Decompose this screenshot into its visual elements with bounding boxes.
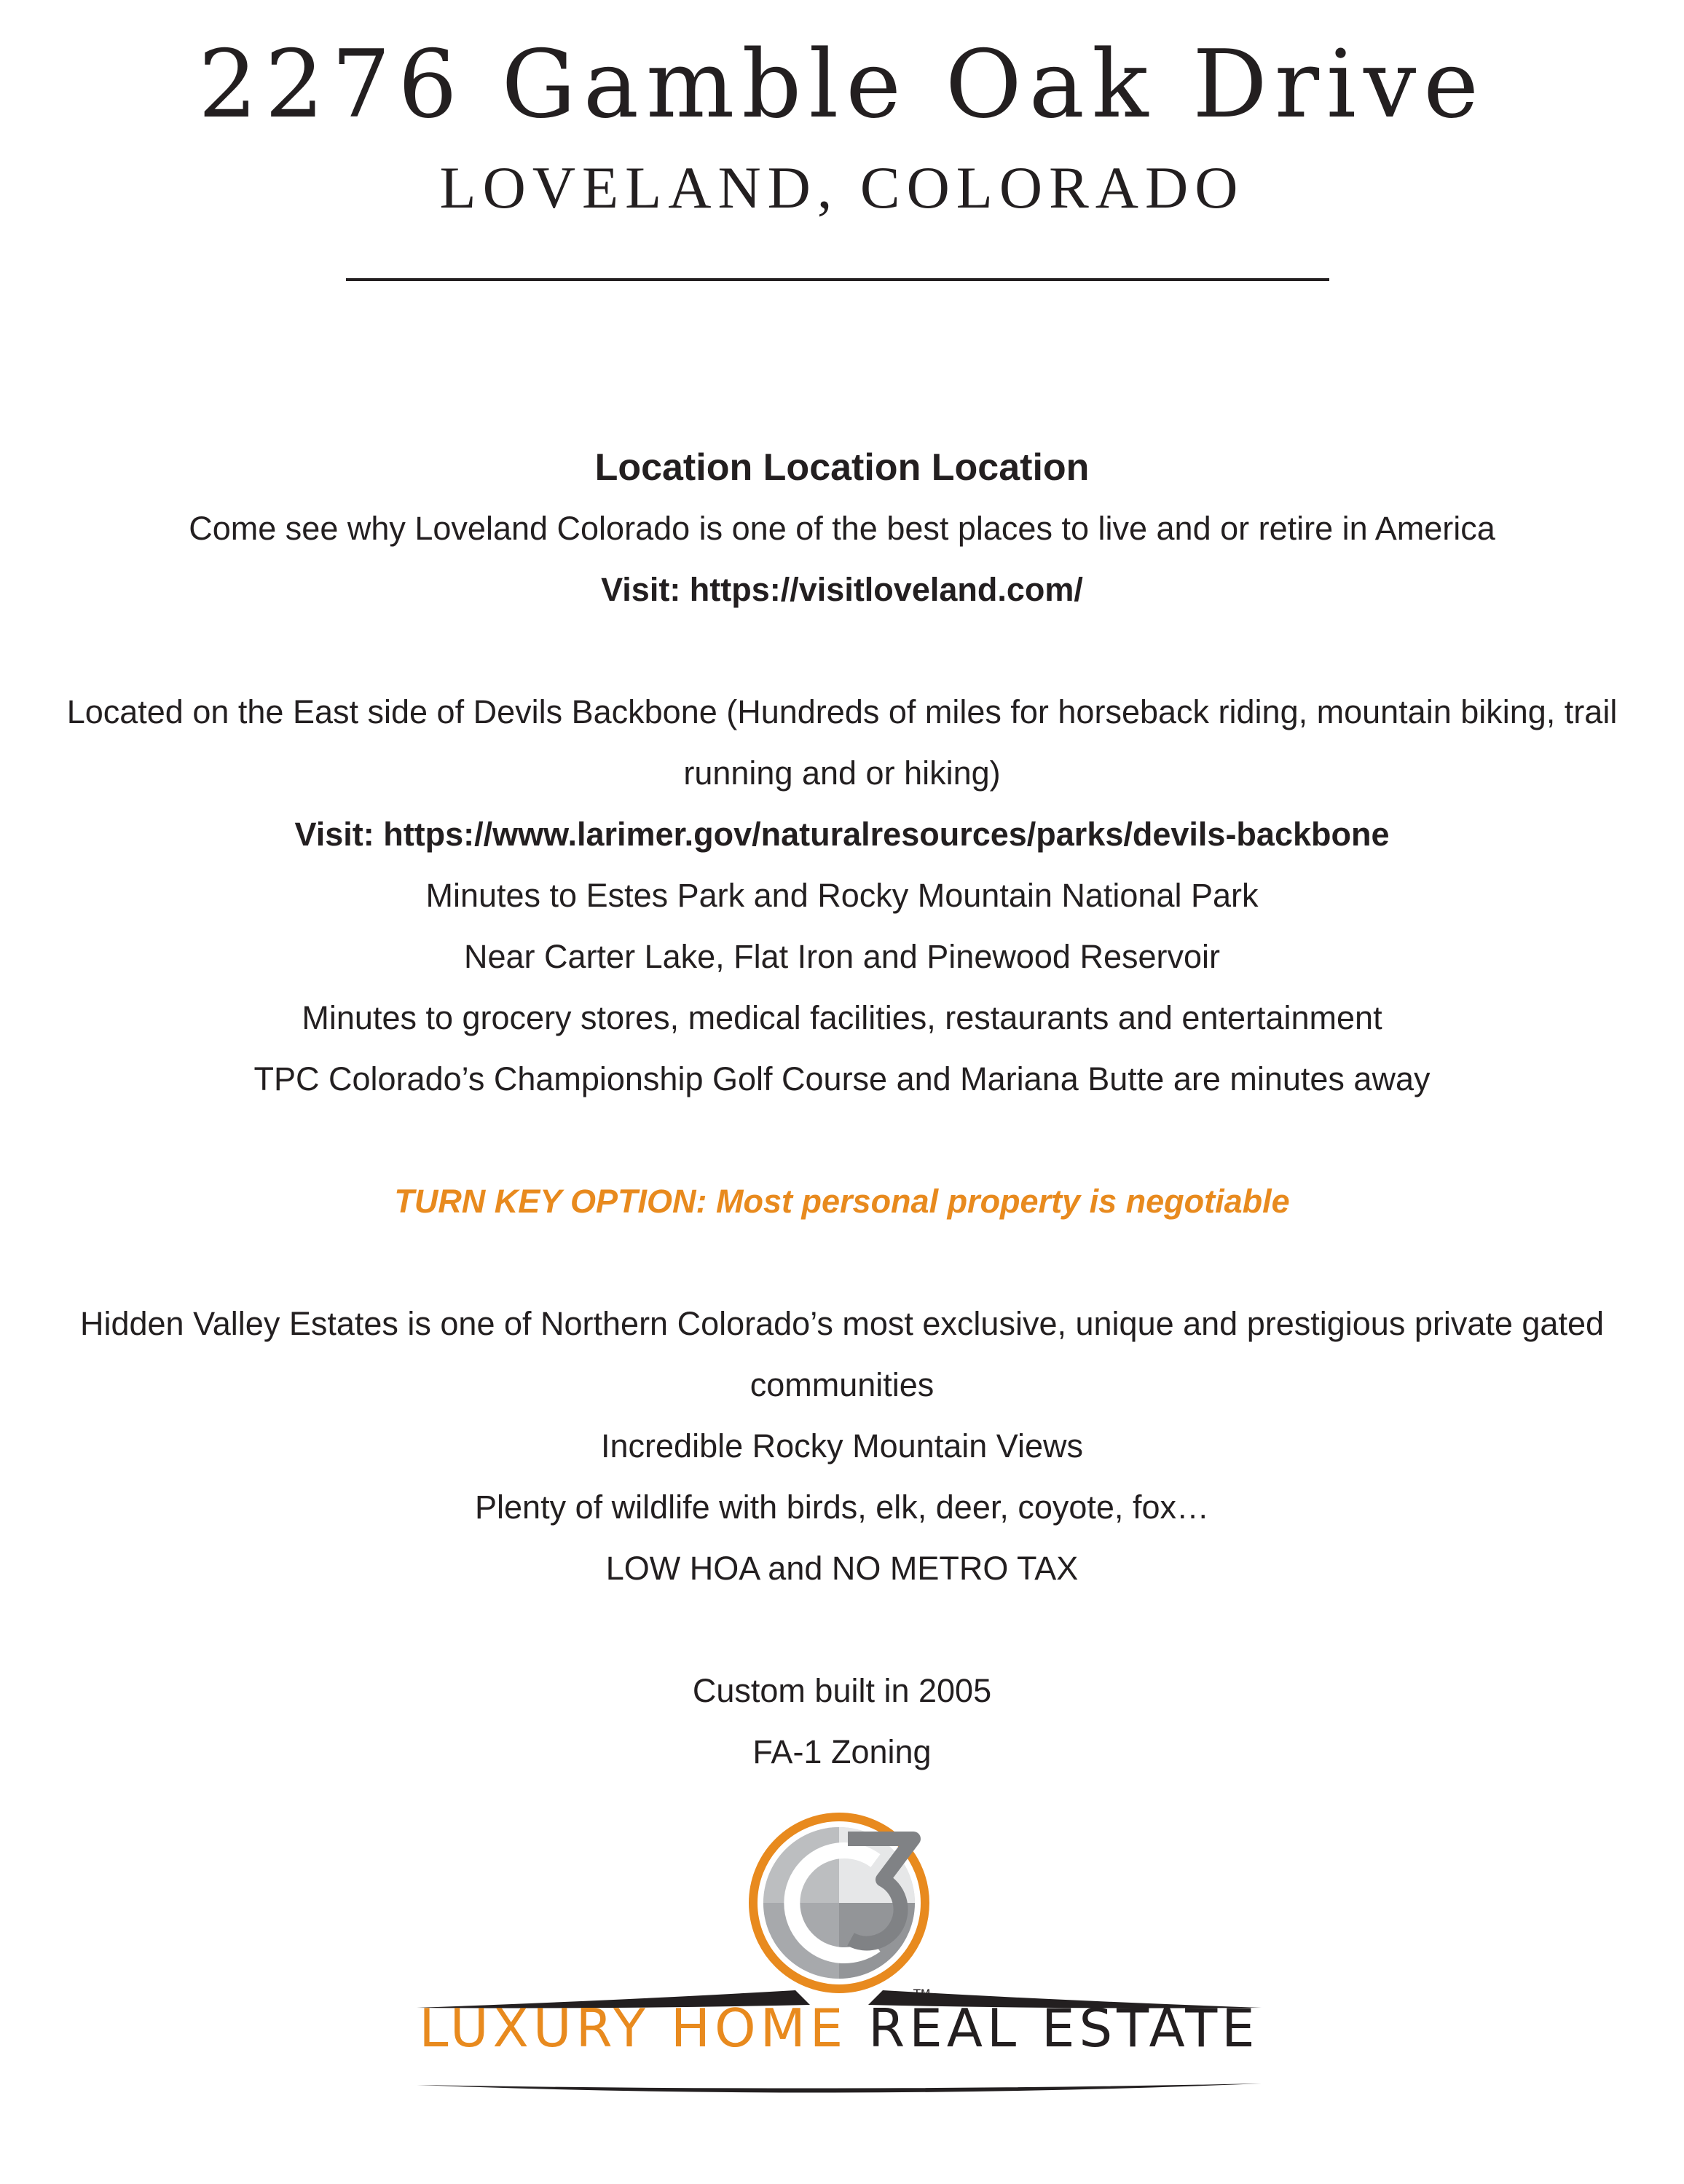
property-city-subtitle: LOVELAND, COLORADO — [439, 154, 1245, 221]
visit-loveland-link[interactable]: Visit: https://visitloveland.com/ — [601, 571, 1083, 608]
wildlife-text: Plenty of wildlife with birds, elk, deer, coyote, fox… — [475, 1489, 1209, 1526]
estes-park-text: Minutes to Estes Park and Rocky Mountain National Park — [425, 877, 1259, 914]
intro-text: Come see why Loveland Colorado is one of the best places to live and or retire in America — [189, 510, 1495, 547]
property-description — [44, 437, 1640, 1783]
zoning-text: FA-1 Zoning — [752, 1733, 932, 1770]
hoa-text: LOW HOA and NO METRO TAX — [605, 1550, 1079, 1587]
visit-larimer-link[interactable]: Visit: https://www.larimer.gov/naturalresources/parks/devils-backbone — [294, 816, 1390, 853]
amenities-text: Minutes to grocery stores, medical facilities, restaurants and entertainment — [302, 999, 1382, 1036]
property-address-title: 2276 Gamble Oak Drive — [198, 31, 1486, 139]
brand-name — [402, 1995, 1276, 2061]
title-divider — [346, 278, 1329, 281]
built-year-text: Custom built in 2005 — [692, 1672, 992, 1709]
reservoirs-text: Near Carter Lake, Flat Iron and Pinewood Reservoir — [464, 938, 1220, 975]
turn-key-option: TURN KEY OPTION: Most personal property is negotiable — [394, 1183, 1290, 1220]
views-text: Incredible Rocky Mountain Views — [601, 1427, 1083, 1464]
devils-backbone-text: Located on the East side of Devils Backbone (Hundreds of miles for horseback riding, mountain biking, trail running and or hiking) — [66, 693, 1618, 792]
c3-emblem-icon — [753, 1817, 931, 2000]
section-heading: Location Location Location — [594, 446, 1090, 489]
brand-name-luxury-home: LUXURY HOME — [419, 1998, 848, 2059]
brand-name-real-estate: REAL ESTATE — [868, 1998, 1259, 2059]
golf-text: TPC Colorado’s Championship Golf Course and Mariana Butte are minutes away — [253, 1060, 1431, 1097]
hidden-valley-text: Hidden Valley Estates is one of Northern Colorado’s most exclusive, unique and prestigious private gated communities — [79, 1305, 1605, 1403]
